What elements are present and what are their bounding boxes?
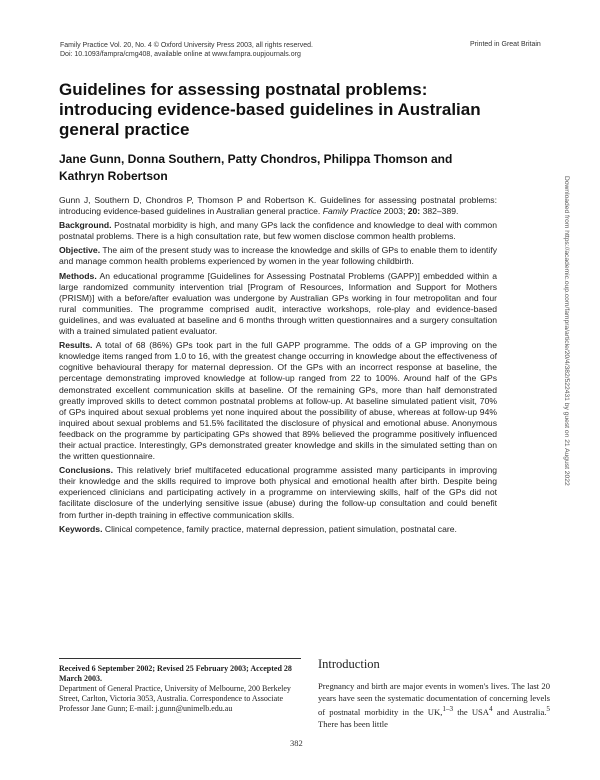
article-title: Guidelines for assessing postnatal problems: introducing evidence-based guidelines in Australian general practice [59,80,481,139]
background-text: Postnatal morbidity is high, and many GPs lack the confidence and knowledge to deal with common postnatal problems. There is a high consultation rate, but few women disclose common health problems. [59,220,497,242]
citation-text: Gunn J, Southern D, Chondros P, Thomson P and Robertson K. Guidelines for assessing postnatal problems: introducing evidence-based guidelines in Australian general practice. [59,195,497,217]
keywords-label: Keywords. [59,523,103,534]
citation-ref: 5 [546,705,550,714]
methods-section [59,271,497,338]
conclusions-label: Conclusions. [59,465,113,476]
download-watermark [565,176,575,566]
download-notice: Downloaded from https://academic.oup.com/fampra/article/20/4/382/522431 by guest on 21 August 2022 [563,176,570,486]
results-label: Results. [59,340,93,351]
background-section [59,220,497,242]
conclusions-section [59,465,497,520]
footnote-divider [59,658,301,659]
citation-journal: Family Practice [322,206,382,217]
results-section [59,340,497,462]
objective-section [59,245,497,267]
objective-label: Objective. [59,245,101,256]
abstract [59,195,497,538]
citation-volume: 20: [407,206,421,217]
intro-text-part: the USA [453,707,490,718]
intro-text-part: There has been little [318,718,388,729]
author-list: Jane Gunn, Donna Southern, Patty Chondros, Philippa Thomson and Kathryn Robertson [59,152,453,183]
introduction-heading: Introduction [318,657,380,671]
conclusions-text: This relatively brief multifaceted educational programme assisted many participants in improving their knowledge and the skills required to improve both physical and emotional health after birth. Despite being experienced clinicians and participating actively in a programme on interviewing skills, half of the GPs did not facilitate disclosure of the underlying sensitive issue (abuse) during the follow-up consultation and could benefit from further in-depth training in effective communication skills. [59,465,498,520]
citation-pages: 382–389. [422,206,459,217]
intro-text-part: and Australia. [492,707,547,718]
journal-citation-line: Family Practice Vol. 20, No. 4 © Oxford University Press 2003, all rights reserved. [60,42,313,49]
keywords-text: Clinical competence, family practice, maternal depression, patient simulation, postnatal care. [104,523,457,534]
footnote [59,664,299,714]
methods-label: Methods. [59,270,97,281]
intro-text-part: Pregnancy and birth are major events in women's lives. The last 20 years have seen the systematic documentation of concerning levels of postnatal morbidity in the UK, [318,681,550,718]
citation-year: 2003; [383,206,406,217]
introduction-text [318,681,550,730]
results-text: A total of 68 (86%) GPs took part in the full GAPP programme. The odds of a GP improving on the knowledge items ranged from 1.0 to 16, with the greatest change occurring in knowledge about the effectiveness of cognitive behavioural therapy for maternal depression. Of the GPs with an incorrect response at baseline, the percentage demonstrating improved knowledge at follow-up ranged from 22 to 100%. Around half of the GPs demonstrated excellent communication skills at baseline. Of the remaining GPs, more than half demonstrated greatly improved skills to detect common postnatal problems at follow-up. At baseline simulated patient visit, 70% of GPs inquired about sexual problems yet none inquired about the possibility of abuse, whereas at follow-up 94% inquired about sexual problems and 51.5% facilitated the disclosure of physical and emotional abuse. Anonymous feedback on the programme by participating GPs showed that 89% believed the programme positively influenced their actual practice. Interestingly, GPs demonstrated greater knowledge and skills in the simulated setting than on the written questionnaire. [59,340,497,462]
objective-text: The aim of the present study was to increase the knowledge and skills of GPs to enable them to identify and manage common health problems experienced by women in the year following childbirth. [59,245,498,267]
citation-ref: 1–3 [442,705,454,714]
doi-line: Doi: 10.1093/fampra/cmg408, available online at www.fampra.oupjournals.org [60,51,301,58]
background-label: Background. [59,220,112,231]
keywords-section [59,524,497,535]
affiliation: Department of General Practice, University of Melbourne, 200 Berkeley Street, Carlton, Victoria 3053, Australia. Correspondence to Associate Professor Jane Gunn; E-mail: j.gunn@unimelb.edu.au [59,684,291,713]
methods-text: An educational programme [Guidelines for Assessing Postnatal Problems (GAPP)] embedded within a large randomized community intervention trial [Program of Resources, Information and Support for Mothers (PRISM)] with a before/after evaluation was undergone by Australian GPs working in four metropolitan and four rural communities. The programme comprised audit, interactive workshops, role-play and evidence-based guidelines, and was evaluated at baseline and 6 months through written questionnaires and a surgery consultation with a trained simulated patient evaluator. [59,270,497,337]
abstract-citation [59,195,497,217]
citation-ref: 4 [489,705,493,714]
received-dates: Received 6 September 2002; Revised 25 February 2003; Accepted 28 March 2003. [59,664,292,683]
printed-notice: Printed in Great Britain [470,41,541,48]
page-number: 382 [290,738,303,748]
journal-header [60,41,420,59]
